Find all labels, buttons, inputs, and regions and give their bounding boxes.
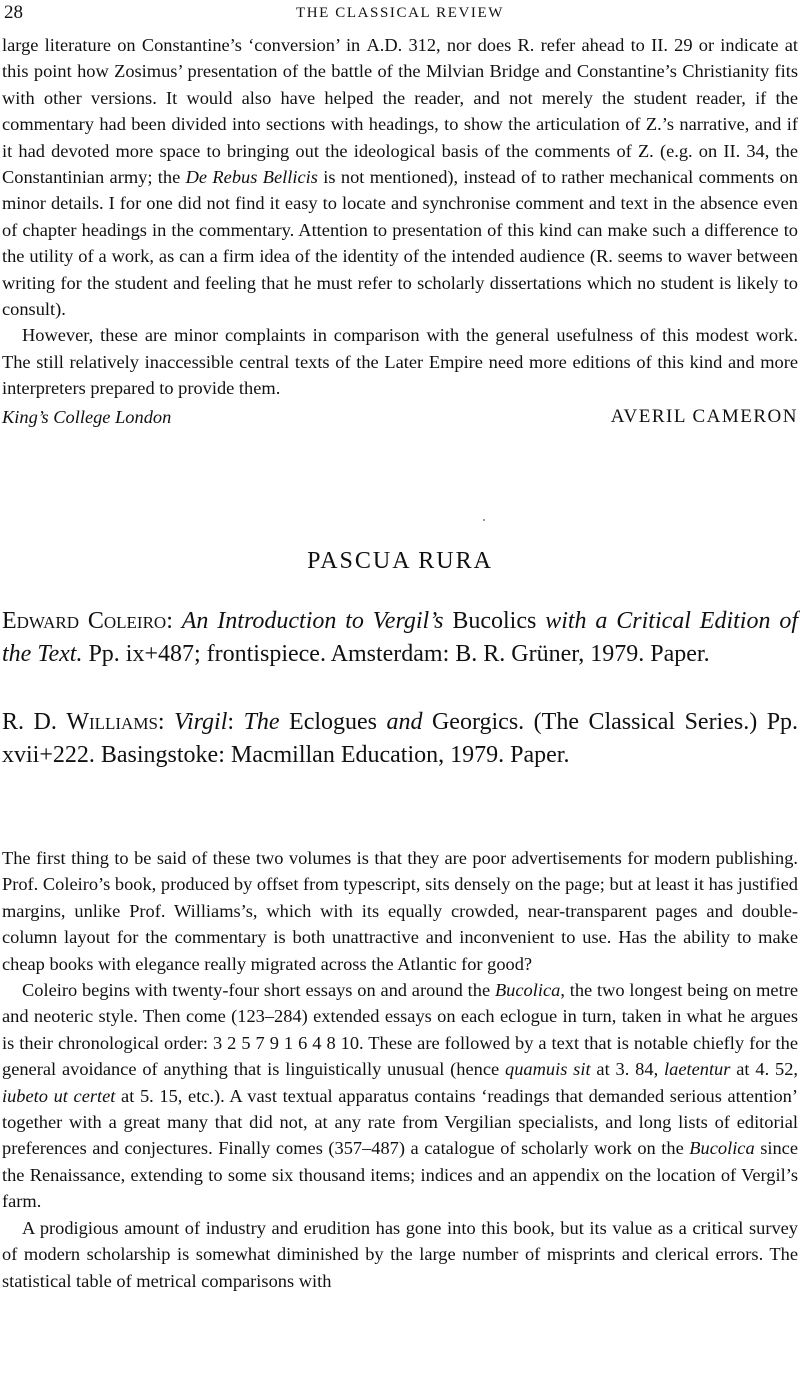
review-body	[2, 845, 798, 1294]
section-title: PASCUA RURA	[307, 548, 493, 574]
reviewer-name: AVERIL CAMERON	[610, 405, 798, 427]
paragraph-1: large literature on Constantine’s ‘conversion’ in A.D. 312, nor does R. refer ahead to II. 29 or indicate at this point how Zosimus’ presentation of the battle of the Milvian Bridge and Constantine’s Christianity fits with other versions. It would also have helped the reader, and not merely the student reader, if the commentary had been divided into sections with headings, to show the articulation of Z.’s narrative, and if it had devoted more space to bringing out the ideological basis of the comments of Z. (e.g. on II. 34, the Constantinian army; the De Rebus Bellicis is not mentioned), instead of to rather mechanical comments on minor details. I for one did not find it easy to locate and synchronise comment and text in the absence even of chapter headings in the commentary. Attention to presentation of this kind can make such a difference to the utility of a work, as can a firm idea of the identity of the intended audience (R. seems to waver between writing for the student and feeling that he must refer to scholarly dissertations which no student is likely to consult).	[2, 35, 798, 320]
review-paragraph-2: Coleiro begins with twenty-four short essays on and around the Bucolica, the two longest being on metre and neoteric style. Then come (123–284) extended essays on each eclogue in turn, taken in what he argues is their chronological order: 3 2 5 7 9 1 6 4 8 10. These are followed by a text that is notable chiefly for the general avoidance of anything that is linguistically unusual (hence quamuis sit at 3. 84, laetentur at 4. 52, iubeto ut certet at 5. 15, etc.). A vast textual apparatus contains ‘readings that demanded serious attention’ together with a great many that did not, at any rate from Vergilian specialists, and long lists of editorial preferences and conjectures. Finally comes (357–487) a catalogue of scholarly work on the Bucolica since the Renaissance, extending to some six thousand items; indices and an appendix on the location of Vergil’s farm.	[2, 980, 799, 1212]
running-head: THE CLASSICAL REVIEW	[295, 5, 505, 21]
paragraph-2: However, these are minor complaints in comparison with the general usefulness of this modest work. The still relatively inaccessible central texts of the Later Empire need more editions of this kind and more interpreters prepared to provide them.	[2, 325, 798, 399]
page-header	[4, 2, 796, 28]
stray-mark	[483, 519, 485, 521]
bibliographic-entry-1: Edward Coleiro: An Introduction to Vergil’s Bucolics with a Critical Edition of the Text. Pp. ix+487; frontispiece. Amsterdam: B. R. Grüner, 1979. Paper.	[2, 608, 798, 667]
affiliation: King’s College London	[2, 406, 172, 427]
review-paragraph-3: A prodigious amount of industry and erudition has gone into this book, but its value as a critical survey of modern scholarship is somewhat diminished by the large number of misprints and clerical errors. The statistical table of metrical comparisons with	[2, 1217, 798, 1291]
bibliographic-entry-2: R. D. Williams: Virgil: The Eclogues and Georgics. (The Classical Series.) Pp. xvii+222. Basingstoke: Macmillan Education, 1979. Paper.	[2, 709, 799, 768]
signature	[2, 404, 798, 430]
review-continuation	[2, 32, 798, 430]
page-number: 28	[4, 2, 23, 23]
review-paragraph-1: The first thing to be said of these two volumes is that they are poor advertisements for modern publishing. Prof. Coleiro’s book, produced by offset from typescript, sits densely on the page; but at least it has justified margins, unlike Prof. Williams’s, which with its equally crowded, near-transparent pages and double-column layout for the commentary is both unattractive and inconvenient to use. Has the ability to make cheap books with elegance really migrated across the Atlantic for good?	[2, 848, 798, 974]
